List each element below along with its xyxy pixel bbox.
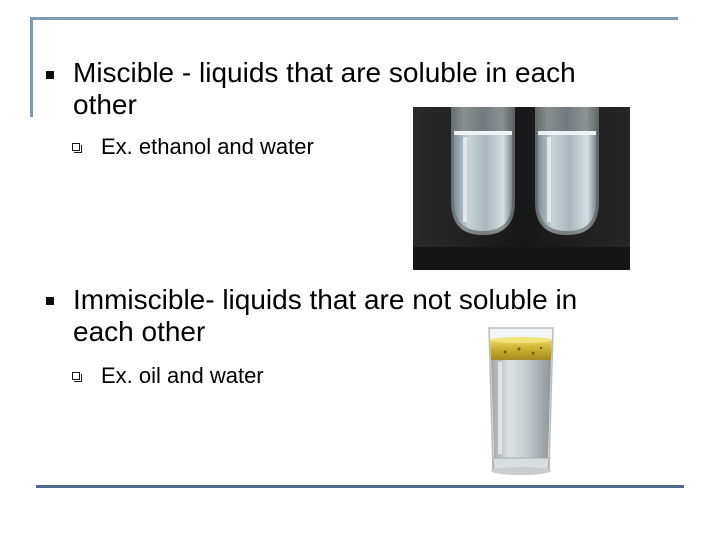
definition-immiscible-continued: each other [73,316,206,347]
example-miscible: Ex. ethanol and water [101,134,314,159]
bullet-square [46,71,54,79]
bullet-square [46,297,54,305]
frame-left-rule [30,17,33,117]
sub-bullet-box [72,372,80,380]
oil-water-glass-photo [481,318,561,480]
sub-bullet-box [72,143,80,151]
definition-immiscible: - liquids that are not soluble in [205,284,578,315]
definition-miscible: - liquids that are soluble in each [174,57,576,88]
term-immiscible: Immiscible [73,284,206,315]
frame-top-rule [30,17,678,20]
test-tubes-photo [413,107,630,270]
frame-bottom-rule [36,485,684,488]
example-immiscible: Ex. oil and water [101,363,264,388]
term-miscible: Miscible [73,57,175,88]
definition-miscible-continued: other [73,89,137,120]
